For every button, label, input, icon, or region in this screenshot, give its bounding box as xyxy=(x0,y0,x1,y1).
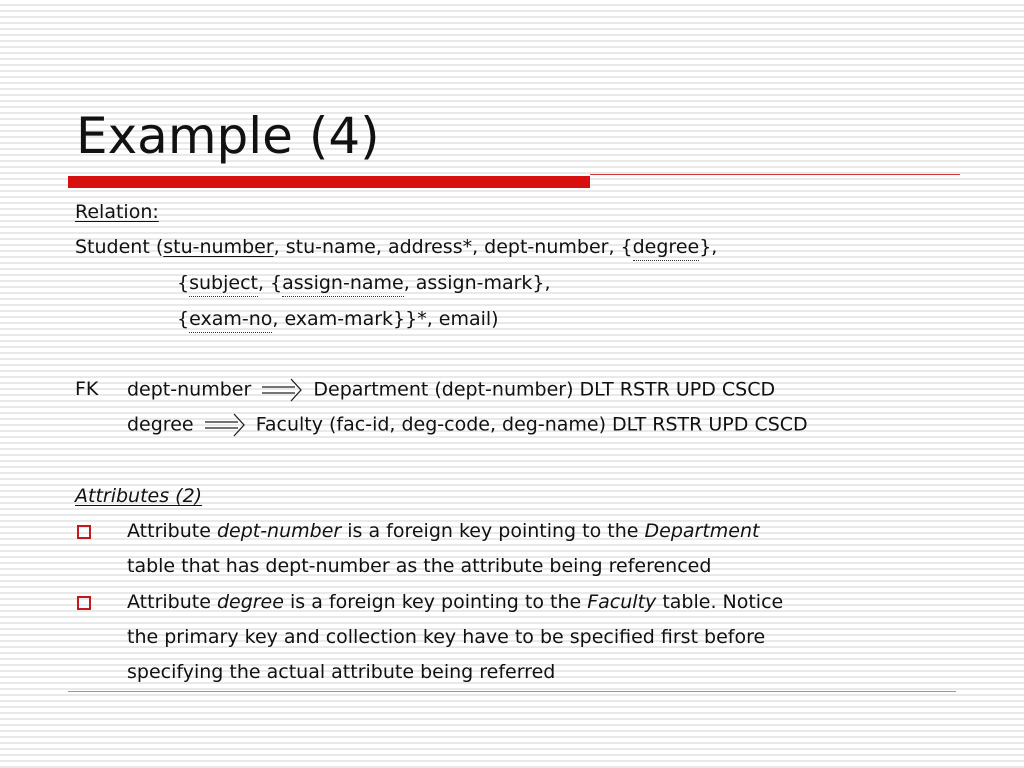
table-department: Department xyxy=(644,520,760,542)
relation-prefix: Student ( xyxy=(75,236,164,258)
bullet-2-line-2: the primary key and collection key have to be specified first before xyxy=(127,626,766,648)
title-underline-red xyxy=(68,176,590,188)
bullet-text: table. Notice xyxy=(656,591,784,613)
attr-dept-number: dept-number xyxy=(216,520,342,542)
hollow-square-bullet-icon xyxy=(77,525,91,539)
relation-heading: Relation: xyxy=(75,201,159,223)
relation-fields: , stu-name, address*, dept-number, { xyxy=(273,236,633,258)
table-faculty: Faculty xyxy=(587,591,657,613)
hollow-square-bullet-icon xyxy=(77,596,91,610)
fk-label: FK xyxy=(75,378,99,400)
collection-key-degree: degree xyxy=(633,236,700,261)
bullet-1-line-2: table that has dept-number as the attribute being referenced xyxy=(127,555,712,577)
relation-line1-suffix: }, xyxy=(699,236,718,258)
double-arrow-icon xyxy=(261,377,303,403)
bullet-text: Attribute xyxy=(127,520,217,542)
collection-key-assign-name: assign-name xyxy=(282,272,404,297)
relation-line3-suffix: , exam-mark}}*, email) xyxy=(272,308,499,330)
brace-open: { xyxy=(177,272,190,294)
relation-line-1 xyxy=(75,235,717,259)
bullet-text: Attribute xyxy=(127,591,217,613)
bullet-2-line-3: specifying the actual attribute being referred xyxy=(127,661,556,683)
fk-attribute: degree xyxy=(127,413,194,436)
fk-row-1 xyxy=(127,377,775,403)
bullet-text: is a foreign key pointing to the xyxy=(283,591,588,613)
brace-mid: , { xyxy=(257,272,283,294)
primary-key-stu-number: stu-number xyxy=(163,236,274,258)
footer-rule xyxy=(68,691,956,692)
relation-line-2 xyxy=(177,271,551,295)
double-arrow-icon xyxy=(204,412,246,438)
bullet-2-line-1 xyxy=(127,590,783,614)
relation-line-3 xyxy=(177,307,499,331)
slide-title: Example (4) xyxy=(76,107,380,165)
attributes-heading: Attributes (2) xyxy=(75,485,203,507)
collection-key-exam-no: exam-no xyxy=(189,308,272,333)
relation-line2-suffix: , assign-mark}, xyxy=(403,272,551,294)
fk-row-2 xyxy=(127,412,808,438)
fk-target: Faculty (fac-id, deg-code, deg-name) DLT RSTR UPD CSCD xyxy=(255,413,808,436)
bullet-1-line-1 xyxy=(127,519,759,543)
fk-attribute: dept-number xyxy=(127,378,252,401)
fk-target: Department (dept-number) DLT RSTR UPD CSCD xyxy=(313,378,776,401)
bullet-text: is a foreign key pointing to the xyxy=(341,520,645,542)
brace-open: { xyxy=(177,308,190,330)
attr-degree: degree xyxy=(216,591,284,613)
title-underline-thin xyxy=(590,174,960,175)
collection-key-subject: subject xyxy=(189,272,258,297)
